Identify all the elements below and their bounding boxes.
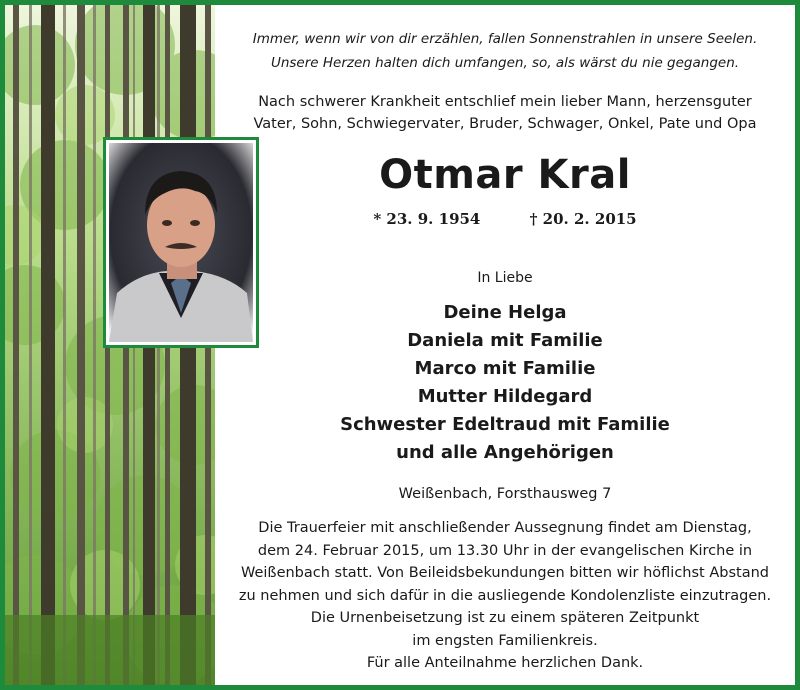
mourners-list	[215, 299, 795, 467]
intro-line: Vater, Sohn, Schwiegervater, Bruder, Schwager, Onkel, Pate und Opa	[253, 116, 757, 132]
intro-line: Nach schwerer Krankheit entschlief mein lieber Mann, herzensguter	[258, 94, 752, 110]
mourner-item: Daniela mit Familie	[407, 330, 603, 351]
details-line: Die Trauerfeier mit anschließender Aussegnung findet am Dienstag,	[258, 520, 752, 536]
family-address: Weißenbach, Forsthausweg 7	[398, 486, 612, 502]
death-date: † 20. 2. 2015	[529, 210, 637, 228]
mourner-item: Marco mit Familie	[414, 358, 596, 379]
memorial-quote	[215, 27, 795, 75]
mourner-item: Mutter Hildegard	[417, 386, 593, 407]
service-details	[215, 517, 795, 675]
mourner-item: Deine Helga	[443, 302, 567, 323]
details-line: dem 24. Februar 2015, um 13.30 Uhr in der evangelischen Kirche in	[257, 542, 753, 559]
announcement-intro	[215, 91, 795, 135]
details-line: im engsten Familienkreis.	[412, 632, 598, 649]
birth-date: * 23. 9. 1954	[373, 210, 481, 228]
details-line: Für alle Anteilnahme herzlichen Dank.	[366, 655, 644, 671]
deceased-name: Otmar Kral	[379, 152, 631, 198]
quote-line: Immer, wenn wir von dir erzählen, fallen Sonnenstrahlen in unsere Seelen.	[252, 31, 758, 47]
life-dates	[215, 207, 795, 231]
details-line: Weißenbach statt. Von Beileidsbekundungen bitten wir höflichst Abstand	[241, 565, 769, 581]
mourner-item: Schwester Edeltraud mit Familie	[340, 414, 670, 435]
details-line: zu nehmen und sich dafür in die ausliegende Kondolenzliste einzutragen.	[238, 587, 772, 604]
quote-line: Unsere Herzen halten dich umfangen, so, als wärst du nie gegangen.	[270, 55, 740, 71]
details-line: Die Urnenbeisetzung ist zu einem späteren Zeitpunkt	[310, 610, 700, 626]
mourner-item: und alle Angehörigen	[396, 442, 614, 463]
in-love-label: In Liebe	[477, 270, 533, 286]
